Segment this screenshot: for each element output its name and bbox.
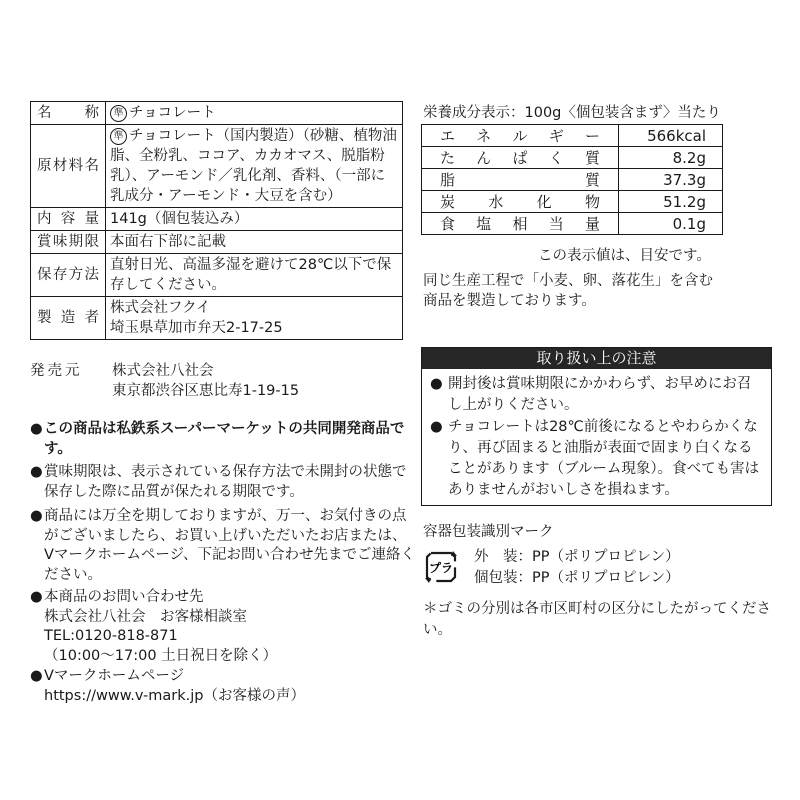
info-key: 保存方法 <box>31 254 106 297</box>
nutrition-row <box>422 213 723 235</box>
bullet-text: この商品は私鉄系スーパーマーケットの共同開発商品です。 <box>44 421 405 457</box>
info-row-contents <box>31 208 403 231</box>
bullet-text: 賞味期限は、表示されている保存方法で未開封の状態で保存した際に品質が保たれる期限です。 <box>44 464 407 500</box>
handling-box <box>421 347 772 506</box>
jun-chocolate-badge: 準 <box>110 128 127 145</box>
bullet-icon: ● <box>430 419 443 435</box>
nutrition-note: この表示値は、目安です。 <box>538 248 711 264</box>
info-value: チョコレート <box>129 105 216 121</box>
packaging-inner: 個包装：PP（ポリプロピレン） <box>474 570 680 586</box>
bullet-item <box>30 507 415 585</box>
info-row-storage <box>31 254 403 297</box>
handling-text: 開封後は賞味期限にかかわらず、お早めにお召し上がりください。 <box>448 376 752 413</box>
bullet-icon: ● <box>430 376 443 392</box>
nutrition-label: 食塩相当量 <box>422 213 619 235</box>
pla-icon-label: プラ <box>428 561 454 575</box>
pla-recycle-icon-graphic <box>423 547 459 587</box>
nutrition-value: 0.1g <box>619 213 723 235</box>
nutrition-table <box>421 124 723 235</box>
contact-hours: （10:00〜17:00 土日祝日を除く） <box>44 647 278 664</box>
pla-recycle-icon <box>423 547 459 587</box>
homepage-heading: Vマークホームページ <box>44 668 185 684</box>
info-value: 直射日光、高温多湿を避けて28℃以下で保存してください。 <box>106 254 403 297</box>
jun-chocolate-badge: 準 <box>110 105 127 122</box>
info-key: 名 称 <box>31 102 106 125</box>
seller-name: 株式会社八社会 <box>112 363 214 379</box>
bullet-icon: ● <box>30 668 43 684</box>
handling-title: 取り扱い上の注意 <box>422 348 771 369</box>
contact-heading: 本商品のお問い合わせ先 <box>44 589 204 605</box>
info-key: 原材料名 <box>31 125 106 208</box>
nutrition-row <box>422 125 723 147</box>
handling-item <box>430 374 765 416</box>
nutrition-row <box>422 147 723 169</box>
allergen-note: 同じ生産工程で「小麦、卵、落花生」を含む商品を製造しております。 <box>423 273 713 309</box>
info-value: 141g（個包装込み） <box>106 208 403 231</box>
info-row-best-before <box>31 231 403 254</box>
bullet-item <box>30 420 415 459</box>
contact-line: 株式会社八社会 お客様相談室 <box>44 608 247 625</box>
contact-block <box>30 588 415 666</box>
nutrition-title: 栄養成分表示：100g〈個包装含まず〉当たり <box>423 105 721 121</box>
info-value: 本面右下部に記載 <box>106 231 403 254</box>
nutrition-value: 51.2g <box>619 191 723 213</box>
nutrition-label: 炭水化物 <box>422 191 619 213</box>
bullet-icon: ● <box>30 464 43 480</box>
bullet-text: 商品には万全を期しておりますが、万一、お気付きの点がございましたら、お買い上げいただいたお店または、Vマークホームページ、下記お問い合わせ先までご連絡ください。 <box>44 508 415 583</box>
packaging-outer: 外 装：PP（ポリプロピレン） <box>474 549 680 565</box>
packaging-lines <box>474 547 680 589</box>
info-row-ingredients <box>31 125 403 208</box>
info-key: 賞味期限 <box>31 231 106 254</box>
bullet-icon: ● <box>30 508 43 524</box>
homepage-block <box>30 667 415 706</box>
info-row-name <box>31 102 403 125</box>
nutrition-row <box>422 169 723 191</box>
nutrition-value: 8.2g <box>619 147 723 169</box>
nutrition-value: 566kcal <box>619 125 723 147</box>
handling-item <box>430 417 765 501</box>
bullet-icon: ● <box>30 589 43 605</box>
seller-info <box>112 361 299 401</box>
info-key: 製造者 <box>31 297 106 340</box>
nutrition-label: たんぱく質 <box>422 147 619 169</box>
product-info-table <box>30 101 403 340</box>
manufacturer-address: 埼玉県草加市弁天2-17-25 <box>110 320 283 336</box>
contact-phone: TEL:0120-818-871 <box>44 628 178 644</box>
nutrition-value: 37.3g <box>619 169 723 191</box>
disposal-note: ＊ゴミの分別は各市区町村の区分にしたがってください。 <box>423 601 771 638</box>
seller-key: 発売元 <box>30 363 83 379</box>
info-value: チョコレート（国内製造）（砂糖、植物油脂、全粉乳、ココア、カカオマス、脱脂粉乳）、アーモンド／乳化剤、香料、（一部に乳成分・アーモンド・大豆を含む） <box>110 128 397 204</box>
seller-address: 東京都渋谷区恵比寿1-19-15 <box>112 383 300 399</box>
handling-text: チョコレートは28℃前後になるとやわらかくなり、再び固まると油脂が表面で固まり白くなることがあります（ブルーム現象）。食べても害はありませんがおいしさを損ねます。 <box>448 419 760 498</box>
nutrition-label: エネルギー <box>422 125 619 147</box>
packaging-title: 容器包装識別マーク <box>423 524 554 540</box>
bullet-icon: ● <box>30 421 43 437</box>
nutrition-row <box>422 191 723 213</box>
nutrition-label: 脂質 <box>422 169 619 191</box>
info-row-manufacturer <box>31 297 403 340</box>
bullet-item <box>30 463 415 502</box>
manufacturer-name: 株式会社フクイ <box>110 300 211 316</box>
homepage-url[interactable]: https://www.v-mark.jp（お客様の声） <box>44 687 305 704</box>
info-key: 内容量 <box>31 208 106 231</box>
